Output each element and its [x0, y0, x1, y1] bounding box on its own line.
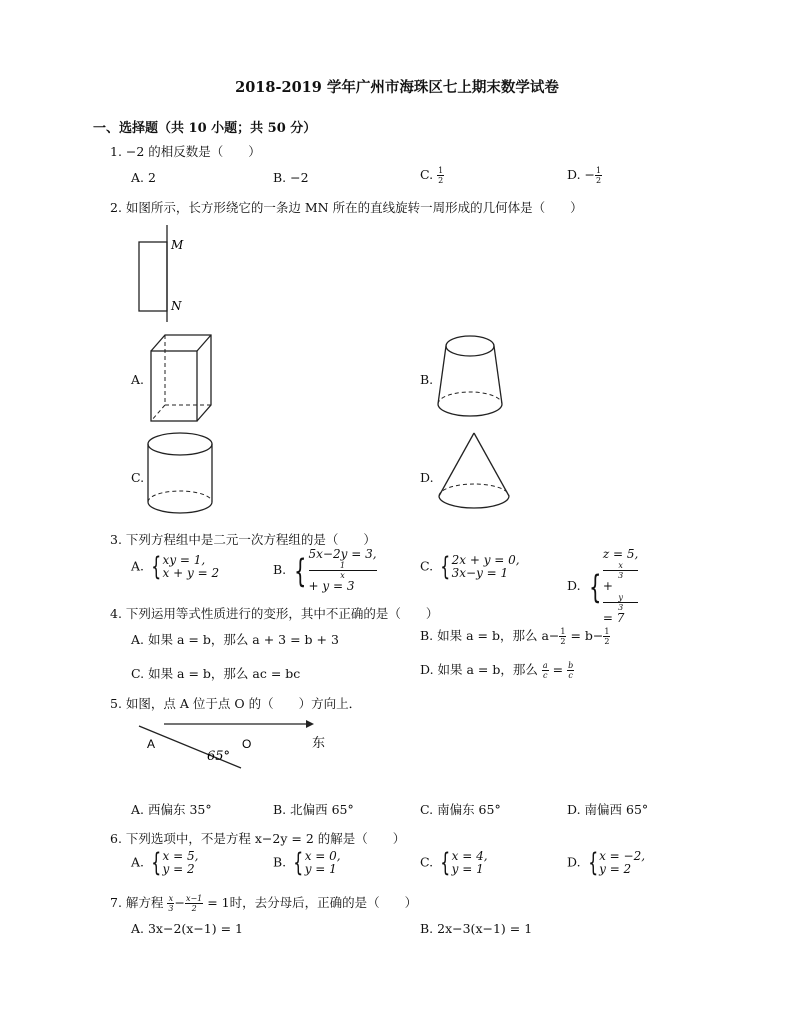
q4-option-c[interactable]: C. 如果 a = b，那么 ac = bc	[131, 666, 301, 681]
q5-option-b[interactable]: B. 北偏西 65°	[273, 802, 354, 817]
q1-option-d[interactable]: D. − $\frac{1}{2}$	[567, 166, 602, 185]
q2-option-a-label[interactable]: A.	[131, 372, 145, 387]
label-n: N	[171, 299, 182, 313]
section-header: 一、选择题（共 10 小题；共 50 分）	[93, 121, 317, 136]
cone-icon[interactable]	[434, 430, 514, 522]
frustum-icon[interactable]	[434, 332, 506, 424]
q6-option-b[interactable]: B. { x = 0, y = 1	[273, 848, 341, 878]
fraction: $\frac{1}{2}$	[438, 166, 444, 185]
q4-option-d[interactable]: D. 如果 a = b，那么 $\frac{a}{c}$ = $\frac{b}{c}$	[420, 661, 574, 680]
q1-stem: 1. −2 的相反数是（ ）	[110, 144, 261, 159]
angle-label: 65°	[207, 749, 231, 764]
q1-option-c[interactable]: C. $\frac{1}{2}$	[420, 166, 444, 185]
q1-option-a[interactable]: A. 2	[131, 170, 156, 185]
q6-option-c[interactable]: C. { x = 4, y = 1	[420, 848, 488, 878]
q3-option-c[interactable]: C. { 2x + y = 0, 3x−y = 1	[420, 552, 520, 582]
q7-option-a[interactable]: A. 3x−2(x−1) = 1	[131, 921, 244, 936]
q2-option-d-label[interactable]: D.	[420, 470, 434, 485]
q4-option-a[interactable]: A. 如果 a = b，那么 a + 3 = b + 3	[131, 632, 339, 647]
q5-option-c[interactable]: C. 南偏东 65°	[420, 802, 501, 817]
rectangle-axis-figure	[130, 222, 190, 322]
label-east: 东	[312, 736, 326, 751]
cylinder-icon[interactable]	[144, 430, 216, 522]
q7-option-b[interactable]: B. 2x−3(x−1) = 1	[420, 921, 533, 936]
direction-figure	[136, 714, 336, 774]
q6-option-a[interactable]: A. { x = 5, y = 2	[131, 848, 199, 878]
q2-stem: 2. 如图所示，长方形绕它的一条边 MN 所在的直线旋转一周形成的几何体是（ ）	[110, 200, 583, 215]
q3-stem: 3. 下列方程组中是二元一次方程组的是（ ）	[110, 532, 376, 547]
q7-stem: 7. 解方程 $\frac{x}{3}$ − $\frac{x-1}{2}$ = 1时，去分母后，正确的是（ ）	[110, 894, 418, 913]
q5-option-d[interactable]: D. 南偏西 65°	[567, 802, 649, 817]
q5-option-a[interactable]: A. 西偏东 35°	[131, 802, 212, 817]
q5-stem: 5. 如图，点 A 位于点 O 的（ ）方向上．	[110, 696, 362, 711]
q6-option-d[interactable]: D. { x = −2, y = 2	[567, 848, 646, 878]
prism-icon[interactable]	[148, 332, 218, 424]
label-a: A	[147, 737, 156, 751]
page-title: 2018-2019 学年广州市海珠区七上期末数学试卷	[235, 79, 559, 96]
q3-option-a[interactable]: A. { xy = 1, x + y = 2	[131, 552, 220, 582]
q3-option-b[interactable]: B. { 5x−2y = 3, 1 x + y = 3	[273, 547, 377, 593]
q4-option-b[interactable]: B. 如果 a = b，那么 a− $\frac{1}{2}$ = b− $\frac{1}{2}$	[420, 627, 610, 646]
fraction: $\frac{1}{2}$	[596, 166, 602, 185]
q4-stem: 4. 下列运用等式性质进行的变形，其中不正确的是（ ）	[110, 606, 439, 621]
q6-stem: 6. 下列选项中，不是方程 x−2y = 2 的解是（ ）	[110, 831, 406, 846]
q3-option-d[interactable]: D. { z = 5, x 3 + y 3 = 7	[567, 547, 639, 625]
q2-option-b-label[interactable]: B.	[420, 372, 434, 387]
q2-option-c-label[interactable]: C.	[131, 470, 145, 485]
q1-option-b[interactable]: B. −2	[273, 170, 309, 185]
label-o: O	[242, 737, 252, 751]
label-m: M	[171, 238, 184, 252]
